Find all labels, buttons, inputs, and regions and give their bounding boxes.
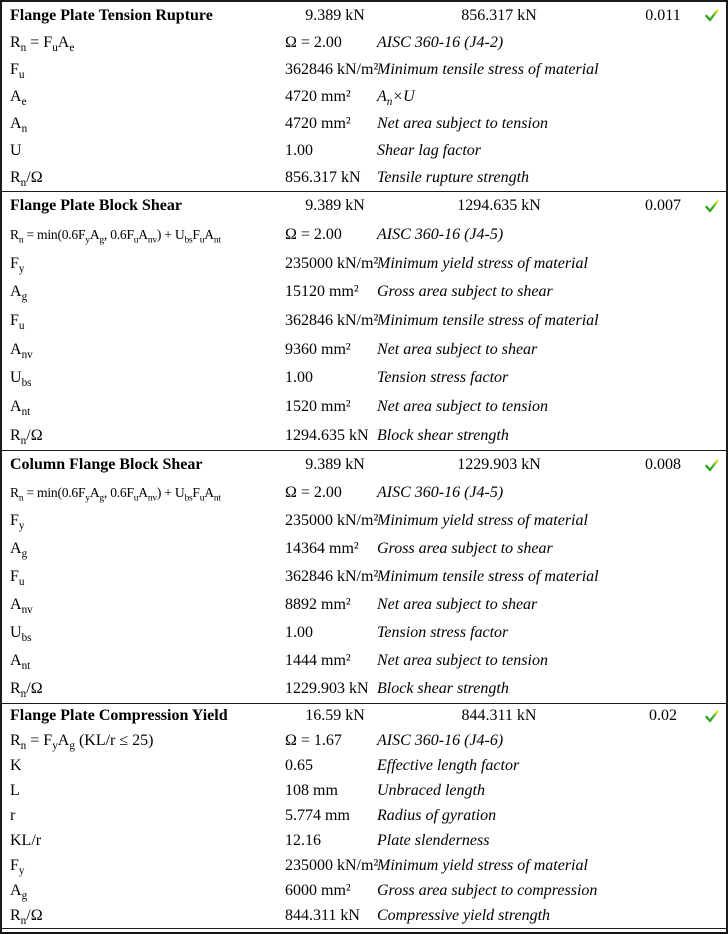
safety-factor-omega: Ω = 1.67 — [285, 732, 342, 750]
capacity-value: 1229.903 kN — [457, 456, 541, 473]
parameter-value: 1520 mm² — [285, 398, 351, 416]
check-header-row — [2, 2, 726, 29]
design-check-section — [2, 2, 726, 192]
parameter-row — [2, 137, 726, 164]
parameter-description: Compressive yield strength — [377, 906, 551, 924]
parameter-description: Minimum yield stress of material — [377, 254, 588, 272]
parameter-symbol: r — [10, 807, 16, 824]
parameter-row — [2, 249, 726, 278]
parameter-description: Minimum tensile stress of material — [377, 312, 599, 330]
parameter-value: 1.00 — [285, 624, 313, 641]
parameter-symbol: $U_{bs}$ — [10, 369, 32, 390]
parameter-value: 1.00 — [285, 369, 313, 387]
parameter-description: Gross area subject to compression — [377, 881, 598, 899]
parameter-symbol: $A_g$ — [10, 881, 28, 902]
parameter-description: Gross area subject to shear — [377, 283, 553, 301]
capacity-value: 856.317 kN — [461, 6, 537, 24]
parameter-symbol: $R_n/\Omega$ — [10, 680, 43, 701]
code-reference: AISC 360-16 (J4-5) — [377, 226, 504, 243]
parameter-description: Tensile rupture strength — [377, 168, 530, 186]
pass-status-cell — [699, 710, 725, 723]
parameter-row — [2, 853, 726, 878]
parameter-description: Gross area subject to shear — [377, 540, 553, 557]
safety-factor-omega: Ω = 2.00 — [285, 33, 342, 51]
parameter-value: 362846 kN/m² — [285, 60, 379, 78]
parameter-symbol: $R_n/\Omega$ — [10, 906, 43, 927]
formula-row — [2, 29, 726, 56]
parameter-description: Effective length factor — [377, 757, 520, 775]
parameter-description: Tension stress factor — [377, 624, 509, 641]
parameter-value: 8892 mm² — [285, 596, 351, 613]
parameter-value: 14364 mm² — [285, 540, 359, 557]
parameter-row — [2, 903, 726, 928]
parameter-value: 844.311 kN — [285, 906, 360, 924]
parameter-description: Net area subject to tension — [377, 652, 548, 669]
parameter-value: 15120 mm² — [285, 283, 359, 301]
green-check-icon — [705, 200, 719, 213]
parameter-description: Net area subject to tension — [377, 114, 548, 132]
design-check-section — [2, 451, 726, 704]
safety-factor-omega: Ω = 2.00 — [285, 226, 342, 243]
parameter-symbol: $F_u$ — [10, 60, 25, 81]
utilization-ratio: 0.007 — [645, 197, 681, 215]
demand-value: 16.59 kN — [305, 707, 365, 725]
parameter-row — [2, 83, 726, 110]
parameter-value: 362846 kN/m² — [285, 568, 379, 585]
design-formula: $R_n = \min(0.6F_yA_g$, $0.6F_uA_{nv}) + U_{bs}F_uA_{nt}$ — [10, 485, 221, 504]
parameter-description: Minimum tensile stress of material — [377, 60, 599, 78]
parameter-symbol: $F_u$ — [10, 568, 25, 589]
utilization-ratio: 0.02 — [649, 707, 677, 725]
formula-row — [2, 479, 726, 507]
parameter-description: Minimum yield stress of material — [377, 856, 588, 874]
parameter-symbol: $A_{nt}$ — [10, 398, 31, 419]
safety-factor-omega: Ω = 2.00 — [285, 484, 342, 501]
parameter-row — [2, 591, 726, 619]
parameter-row — [2, 675, 726, 703]
capacity-value: 844.311 kN — [461, 707, 537, 725]
parameter-symbol: $F_y$ — [10, 856, 25, 877]
parameter-row — [2, 335, 726, 364]
parameter-symbol: $A_g$ — [10, 283, 28, 304]
parameter-row — [2, 507, 726, 535]
parameter-description: $A_n\times U$ — [377, 87, 415, 108]
parameter-row — [2, 307, 726, 336]
parameter-row — [2, 779, 726, 804]
parameter-description: Net area subject to shear — [377, 340, 538, 358]
parameter-value: 108 mm — [285, 782, 338, 800]
parameter-value: 6000 mm² — [285, 881, 351, 899]
formula-row — [2, 729, 726, 754]
parameter-symbol: $A_{nv}$ — [10, 340, 33, 361]
design-check-section — [2, 704, 726, 929]
parameter-value: 362846 kN/m² — [285, 312, 379, 330]
parameter-row — [2, 754, 726, 779]
parameter-row — [2, 828, 726, 853]
check-header-row — [2, 704, 726, 729]
parameter-description: Minimum yield stress of material — [377, 512, 588, 529]
parameter-value: 9360 mm² — [285, 340, 351, 358]
demand-value: 9.389 kN — [305, 197, 365, 215]
design-formula: $R_n = F_uA_e$ — [10, 33, 75, 54]
code-reference: AISC 360-16 (J4-2) — [377, 33, 504, 51]
parameter-description: Block shear strength — [377, 680, 509, 697]
check-header-row — [2, 451, 726, 479]
parameter-description: Net area subject to shear — [377, 596, 538, 613]
check-title: Flange Plate Block Shear — [10, 197, 182, 215]
parameter-symbol: L — [10, 782, 20, 800]
parameter-value: 235000 kN/m² — [285, 254, 379, 272]
parameter-row — [2, 364, 726, 393]
parameter-symbol: $A_g$ — [10, 540, 28, 561]
parameter-symbol: K — [10, 757, 22, 775]
parameter-description: Minimum tensile stress of material — [377, 568, 599, 585]
design-formula: $R_n = F_yA_g$ (KL/r ≤ 25) — [10, 732, 154, 753]
green-check-icon — [705, 459, 719, 472]
check-title: Flange Plate Compression Yield — [10, 707, 228, 725]
parameter-row — [2, 56, 726, 83]
parameter-description: Net area subject to tension — [377, 398, 548, 416]
pass-status-cell — [699, 9, 725, 22]
parameter-row — [2, 421, 726, 450]
parameter-symbol: $A_{nt}$ — [10, 652, 31, 673]
parameter-row — [2, 563, 726, 591]
parameter-row — [2, 619, 726, 647]
parameter-value: 0.65 — [285, 757, 313, 775]
parameter-description: Block shear strength — [377, 426, 509, 444]
code-reference: AISC 360-16 (J4-5) — [377, 484, 504, 501]
parameter-symbol: $F_u$ — [10, 312, 25, 333]
parameter-value: 1294.635 kN — [285, 426, 369, 444]
parameter-symbol: $U_{bs}$ — [10, 624, 32, 645]
parameter-row — [2, 535, 726, 563]
parameter-symbol: $A_n$ — [10, 114, 28, 135]
parameter-description: Tension stress factor — [377, 369, 509, 387]
parameter-value: 1444 mm² — [285, 652, 351, 669]
green-check-icon — [705, 710, 719, 723]
parameter-row — [2, 164, 726, 191]
parameter-row — [2, 393, 726, 422]
design-formula: $R_n = \min(0.6F_yA_g$, $0.6F_uA_{nv}) + U_{bs}F_uA_{nt}$ — [10, 227, 221, 246]
demand-value: 9.389 kN — [305, 456, 365, 473]
pass-status-cell — [699, 459, 725, 472]
check-title: Flange Plate Tension Rupture — [10, 6, 213, 24]
parameter-description: Unbraced length — [377, 782, 485, 800]
parameter-value: 5.774 mm — [285, 807, 350, 824]
green-check-icon — [705, 9, 719, 22]
parameter-value: 12.16 — [285, 831, 321, 849]
parameter-symbol: $A_e$ — [10, 87, 27, 108]
parameter-row — [2, 878, 726, 903]
capacity-value: 1294.635 kN — [457, 197, 541, 215]
design-check-section — [2, 192, 726, 451]
parameter-row — [2, 110, 726, 137]
parameter-row — [2, 804, 726, 829]
parameter-value: 235000 kN/m² — [285, 856, 379, 874]
parameter-symbol: $R_n/\Omega$ — [10, 426, 43, 447]
parameter-value: 1229.903 kN — [285, 680, 369, 697]
parameter-description: Plate slenderness — [377, 831, 490, 849]
parameter-row — [2, 278, 726, 307]
formula-row — [2, 221, 726, 250]
parameter-symbol: $R_n/\Omega$ — [10, 168, 43, 189]
check-header-row — [2, 192, 726, 221]
parameter-symbol: $F_y$ — [10, 254, 25, 275]
parameter-symbol: KL/r — [10, 831, 42, 849]
demand-value: 9.389 kN — [305, 6, 365, 24]
parameter-symbol: U — [10, 141, 22, 159]
parameter-symbol: $F_y$ — [10, 512, 25, 533]
utilization-ratio: 0.011 — [645, 6, 681, 24]
check-title: Column Flange Block Shear — [10, 456, 203, 473]
parameter-description: Radius of gyration — [377, 807, 497, 824]
parameter-description: Shear lag factor — [377, 141, 481, 159]
parameter-value: 856.317 kN — [285, 168, 361, 186]
parameter-value: 4720 mm² — [285, 114, 351, 132]
parameter-row — [2, 647, 726, 675]
parameter-symbol: $A_{nv}$ — [10, 596, 33, 617]
parameter-value: 235000 kN/m² — [285, 512, 379, 529]
pass-status-cell — [699, 200, 725, 213]
code-reference: AISC 360-16 (J4-6) — [377, 732, 504, 750]
parameter-value: 1.00 — [285, 141, 313, 159]
parameter-value: 4720 mm² — [285, 87, 351, 105]
utilization-ratio: 0.008 — [645, 456, 681, 473]
